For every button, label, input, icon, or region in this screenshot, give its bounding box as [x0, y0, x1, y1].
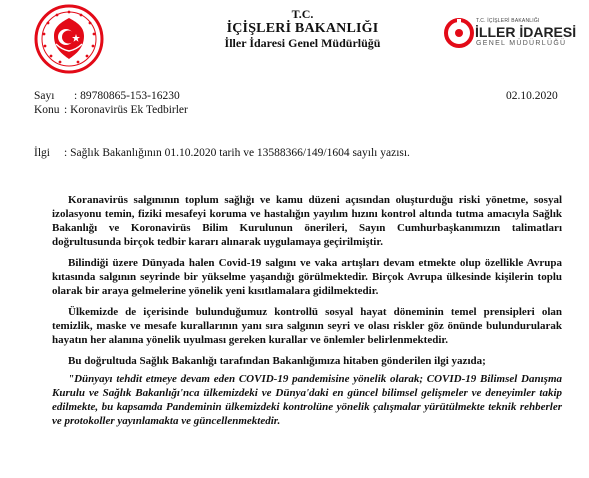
konu-value: Koronavirüs Ek Tedbirler — [70, 104, 188, 116]
body-paragraph-2: Bilindiği üzere Dünyada halen Covid-19 salgını ve vaka artışları devam etmekte olup özellikle Avrupa kıtasında salgının seyrinde bir yükselme yaşandığı görülmektedir. Birçok Avrupa ülkesinde kişilerin toplu olarak bir araya gelmelerine yönelik yeni kısıtlamalara gidilmektedir. — [52, 257, 562, 297]
document-header — [170, 8, 435, 50]
quoted-paragraph: "Dünyayı tehdit etmeye devam eden COVID-19 pandemisine yönelik olarak; COVID-19 Bilimsel Danışma Kurulu ve Sağlık Bakanlığı'nca ülkemizdeki ve Dünya'daki en güncel bilimsel gelişmeler ve deneyimler takip edilmekte, bu kapsamda Pandeminin ülkemizdeki kontrolüne yönelik çalışmalar yürütülmekte teknik rehberler ve protokoller yayınlamakta ve güncellenmektedir. — [52, 373, 562, 427]
brand-sub-text: GENEL MÜDÜRLÜĞÜ — [476, 40, 567, 47]
ilgi-label: İlgi — [34, 147, 50, 159]
brand-main-text: İLLER İDARESİ — [475, 24, 577, 40]
iller-idaresi-logo-icon — [444, 18, 474, 48]
brand-top-text: T.C. İÇİŞLERİ BAKANLIĞI — [476, 18, 540, 24]
body-paragraph-3: Ülkemizde de içerisinde bulunduğumuz kontrollü sosyal hayat döneminin temel prensipleri olan temizlik, maske ve mesafe kurallarının yanı sıra salgının seyri ve olası riskler göz önünde bulundurularak hayatın her alanına yönelik uyulması gereken kurallar ve önlemler belirlenmektedir. — [52, 306, 562, 346]
document-date: 02.10.2020 — [506, 90, 558, 102]
document-number-row: Sayı : 89780865-153-16230 — [34, 90, 180, 102]
reference-row: İlgi : Sağlık Bakanlığının 01.10.2020 tarih ve 13588366/149/1604 sayılı yazısı. — [34, 147, 410, 159]
ministry-seal-icon — [34, 4, 104, 74]
header-ministry: İÇİŞLERİ BAKANLIĞI — [226, 21, 379, 37]
sayi-value: 89780865-153-16230 — [80, 90, 180, 102]
header-tc: T.C. — [291, 7, 314, 21]
ilgi-value: Sağlık Bakanlığının 01.10.2020 tarih ve 13588366/149/1604 sayılı yazısı. — [70, 147, 410, 159]
body-paragraph-1: Koranavirüs salgınının toplum sağlığı ve kamu düzeni açısından oluşturduğu riski yönetme, sosyal izolasyonu temin, fiziki mesafeyi koruma ve hastalığın yayılım hızını kontrol altında tutma amacıyla Sağlık Bakanlığı ve Koronavirüs Bilim Kurulunun önerileri, Sayın Cumhurbaşkanımızın talimatları doğrultusunda birçok tedbir kararı alınarak uygulamaya geçirilmiştir. — [52, 194, 562, 248]
konu-label: Konu — [34, 104, 60, 116]
sayi-label: Sayı — [34, 90, 55, 102]
subject-row: Konu : Koronavirüs Ek Tedbirler — [34, 104, 188, 116]
body-paragraph-4: Bu doğrultuda Sağlık Bakanlığı tarafından Bakanlığımıza hitaben gönderilen ilgi yazıda; — [68, 355, 486, 367]
header-directorate: İller İdaresi Genel Müdürlüğü — [224, 35, 381, 50]
iller-idaresi-logo — [444, 18, 584, 52]
